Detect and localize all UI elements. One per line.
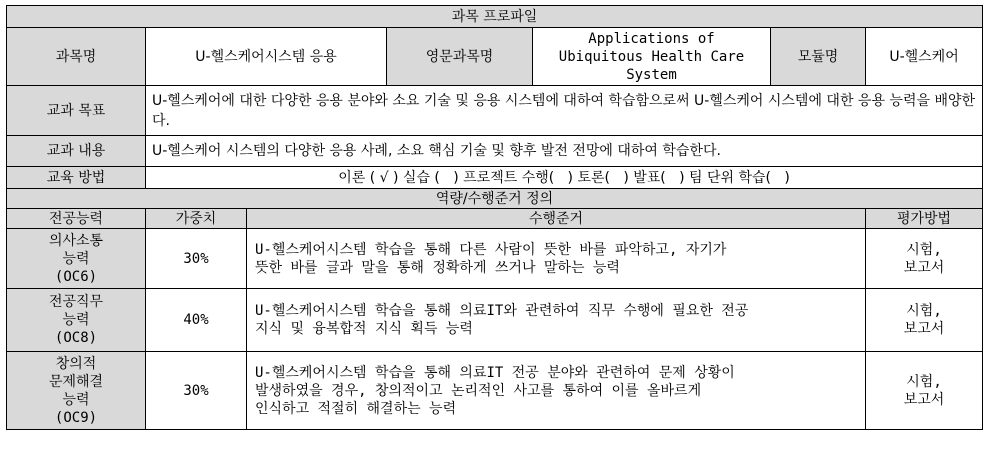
evaluation-header: 평가방법 [866, 209, 983, 229]
competency-criteria: U-헬스케어시스템 학습을 통해 다른 사람이 뜻한 바를 파악하고, 자기가 뜻한 바를 글과 말을 통해 정확하게 쓰거나 말하는 능력 [247, 229, 866, 289]
competency-criteria: U-헬스케어시스템 학습을 통해 의료IT 전공 분야와 관련하여 문제 상황이 발생하였을 경우, 창의적이고 논리적인 사고를 통하여 이를 올바르게 인식하고 적절히 해결하는 능력 [247, 352, 866, 430]
course-name-value: U-헬스케어시스템 응용 [146, 28, 387, 86]
competency-weight: 30% [146, 352, 247, 430]
module-label: 모듈명 [771, 28, 866, 86]
table-row [7, 289, 983, 352]
weight-header: 가중치 [146, 209, 247, 229]
competency-header: 전공능력 [7, 209, 146, 229]
profile-title: 과목 프로파일 [7, 6, 983, 28]
competency-name: 창의적 문제해결 능력 (OC9) [7, 352, 146, 430]
method-text: 이론 ( √ ) 실습 ( ) 프로젝트 수행( ) 토론( ) 발표( ) 팀 단위 학습( ) [146, 167, 983, 189]
table-row [7, 352, 983, 430]
competency-criteria: U-헬스케어시스템 학습을 통해 의료IT와 관련하여 직무 수행에 필요한 전공 지식 및 융복합적 지식 획득 능력 [247, 289, 866, 352]
content-label: 교과 내용 [7, 136, 146, 167]
table-row [7, 229, 983, 289]
english-name-label: 영문과목명 [387, 28, 533, 86]
competency-name: 전공직무 능력 (OC8) [7, 289, 146, 352]
module-value: U-헬스케어 [866, 28, 983, 86]
goal-text: U-헬스케어에 대한 다양한 응용 분야와 소요 기술 및 응용 시스템에 대하여 학습함으로써 U-헬스케어 시스템에 대한 응용 능력을 배양한다. [146, 86, 983, 136]
course-name-label: 과목명 [7, 28, 146, 86]
competency-name: 의사소통 능력 (OC6) [7, 229, 146, 289]
competency-evaluation: 시험, 보고서 [866, 352, 983, 430]
competency-weight: 30% [146, 229, 247, 289]
competency-title: 역량/수행준거 정의 [7, 189, 983, 209]
english-name-value: Applications of Ubiquitous Health Care System [533, 28, 771, 86]
course-profile-table [6, 5, 983, 430]
criteria-header: 수행준거 [247, 209, 866, 229]
goal-label: 교과 목표 [7, 86, 146, 136]
competency-weight: 40% [146, 289, 247, 352]
content-text: U-헬스케어 시스템의 다양한 응용 사례, 소요 핵심 기술 및 향후 발전 전망에 대하여 학습한다. [146, 136, 983, 167]
method-label: 교육 방법 [7, 167, 146, 189]
competency-evaluation: 시험, 보고서 [866, 229, 983, 289]
competency-evaluation: 시험, 보고서 [866, 289, 983, 352]
